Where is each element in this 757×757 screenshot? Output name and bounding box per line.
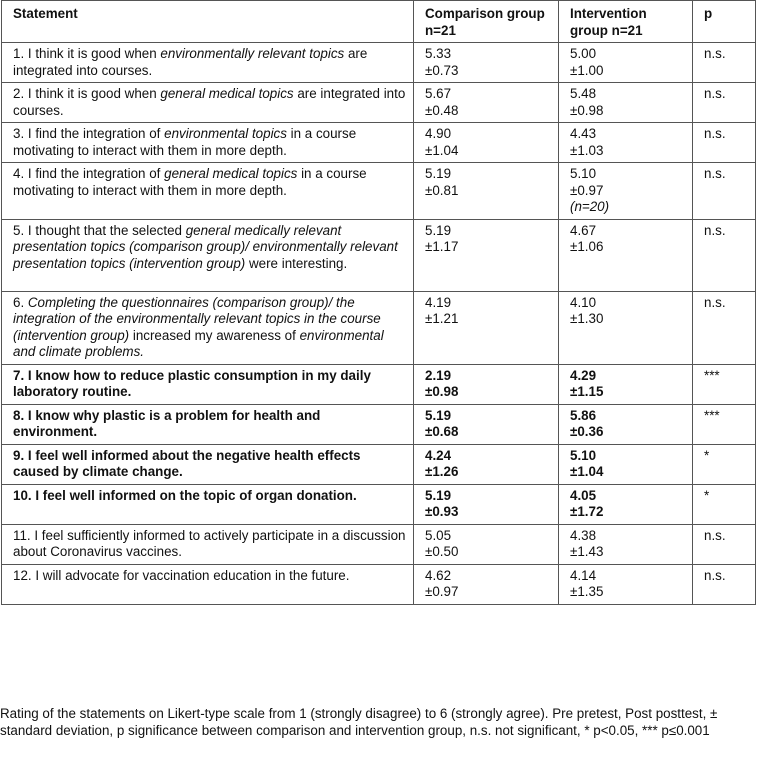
statement-text: were interesting. <box>245 255 348 271</box>
comparison-value <box>414 291 559 364</box>
statement-text: in a course motivating to interact with them in more depth. <box>13 126 357 158</box>
intervention-value-mean: 5.00 <box>570 46 597 61</box>
statement-text: 5. I thought that the selected <box>13 222 186 238</box>
comparison-value-mean: 4.90 <box>425 126 452 141</box>
statement-cell <box>2 219 414 291</box>
intervention-value <box>559 564 693 604</box>
header-comparison-group: Comparison group n=21 <box>414 1 559 43</box>
header-row <box>2 1 756 43</box>
comparison-value-sd: ±0.48 <box>425 102 459 118</box>
p-value: * <box>693 484 756 524</box>
statement-text: 7. I know how to reduce plastic consumption in my daily laboratory routine. <box>13 367 371 399</box>
intervention-value <box>559 123 693 163</box>
intervention-value-mean: 4.14 <box>570 567 597 583</box>
table-row <box>2 524 756 564</box>
intervention-value-mean: 5.10 <box>570 166 597 181</box>
header-intervention-group: Intervention group n=21 <box>559 1 693 43</box>
intervention-value-mean: 4.67 <box>570 222 597 238</box>
statement-text: 9. I feel well informed about the negative health effects caused by climate change. <box>13 447 361 479</box>
intervention-value <box>559 83 693 123</box>
comparison-value-sd: ±0.98 <box>425 384 459 399</box>
comparison-value <box>414 564 559 604</box>
comparison-value <box>414 524 559 564</box>
intervention-value-sd: ±1.03 <box>570 142 604 158</box>
comparison-value-sd: ±1.17 <box>425 239 459 254</box>
intervention-value-sd: ±0.97 <box>570 182 604 198</box>
comparison-value <box>414 364 559 404</box>
intervention-value <box>559 404 693 444</box>
intervention-value-sd: ±1.06 <box>570 239 604 254</box>
comparison-value <box>414 163 559 220</box>
statement-emphasis: general medical topics <box>164 166 298 181</box>
comparison-value <box>414 404 559 444</box>
statement-emphasis: environmentally relevant topics <box>160 46 345 61</box>
comparison-value <box>414 43 559 83</box>
intervention-value-sd: ±1.15 <box>570 384 604 399</box>
intervention-value <box>559 524 693 564</box>
comparison-value-sd: ±0.97 <box>425 584 459 599</box>
p-value: n.s. <box>693 123 756 163</box>
intervention-value <box>559 219 693 291</box>
statement-emphasis: general medical topics <box>160 86 294 101</box>
statement-emphasis: Completing the questionnaires (comparison group)/ the integration of the environmentally relevant topics in the course (intervention group) <box>13 294 381 343</box>
table-row <box>2 291 756 364</box>
comparison-value-sd: ±1.21 <box>425 311 459 326</box>
intervention-value <box>559 484 693 524</box>
header-p-value: p <box>693 1 756 43</box>
statement-cell <box>2 123 414 163</box>
comparison-value <box>414 123 559 163</box>
statement-text: are integrated into courses. <box>13 86 406 118</box>
statement-emphasis: environmental and climate problems. <box>13 327 384 359</box>
table-body <box>2 43 756 605</box>
results-table <box>1 0 756 605</box>
comparison-value-mean: 2.19 <box>425 367 452 383</box>
comparison-value-sd: ±0.81 <box>425 182 459 198</box>
comparison-value <box>414 444 559 484</box>
intervention-value <box>559 43 693 83</box>
intervention-value-mean: 4.05 <box>570 487 597 503</box>
intervention-value-sd: ±0.98 <box>570 102 604 118</box>
statement-cell <box>2 564 414 604</box>
comparison-value-mean: 5.19 <box>425 487 452 503</box>
intervention-value-mean: 5.10 <box>570 447 597 463</box>
intervention-value-sd: ±1.43 <box>570 544 604 559</box>
intervention-value-sd: ±1.00 <box>570 62 604 78</box>
table-row <box>2 123 756 163</box>
statement-cell <box>2 43 414 83</box>
intervention-value-sd: ±1.30 <box>570 311 604 326</box>
statement-text: 12. I will advocate for vaccination education in the future. <box>13 567 350 583</box>
p-value: n.s. <box>693 219 756 291</box>
statement-cell <box>2 163 414 220</box>
table-row <box>2 484 756 524</box>
statement-cell <box>2 364 414 404</box>
comparison-value-mean: 5.33 <box>425 46 452 61</box>
intervention-value <box>559 291 693 364</box>
statement-text: in a course motivating to interact with them in more depth. <box>13 166 367 198</box>
p-value: * <box>693 444 756 484</box>
comparison-value-mean: 4.24 <box>425 447 452 463</box>
comparison-value-sd: ±1.26 <box>425 464 459 479</box>
p-value: n.s. <box>693 163 756 220</box>
statement-cell <box>2 444 414 484</box>
comparison-value-mean: 5.67 <box>425 86 452 101</box>
comparison-value <box>414 83 559 123</box>
comparison-value <box>414 484 559 524</box>
statement-emphasis: environmental topics <box>164 126 287 141</box>
intervention-value-sd: ±0.36 <box>570 424 604 439</box>
intervention-value-mean: 4.10 <box>570 294 597 310</box>
comparison-value-mean: 5.19 <box>425 166 452 181</box>
statement-cell <box>2 404 414 444</box>
intervention-value-sd: ±1.72 <box>570 504 604 519</box>
table-row <box>2 444 756 484</box>
intervention-value-mean: 4.29 <box>570 367 597 383</box>
statement-text: 6. <box>13 294 28 310</box>
table-row <box>2 564 756 604</box>
intervention-value-sd: ±1.04 <box>570 464 604 479</box>
intervention-value-note: (n=20) <box>570 199 610 214</box>
p-value: *** <box>693 364 756 404</box>
statement-text: increased my awareness of <box>129 327 300 343</box>
comparison-value-sd: ±0.73 <box>425 62 459 78</box>
comparison-value <box>414 219 559 291</box>
comparison-value-mean: 4.19 <box>425 294 452 310</box>
comparison-value-mean: 5.05 <box>425 527 452 543</box>
intervention-value <box>559 163 693 220</box>
intervention-value <box>559 444 693 484</box>
intervention-value-mean: 5.86 <box>570 407 597 423</box>
statement-text: 2. I think it is good when <box>13 86 161 101</box>
statement-cell <box>2 524 414 564</box>
table-row <box>2 404 756 444</box>
statement-cell <box>2 291 414 364</box>
intervention-value <box>559 364 693 404</box>
table-row <box>2 219 756 291</box>
intervention-value-sd: ±1.35 <box>570 584 604 599</box>
table-row <box>2 83 756 123</box>
table-row <box>2 364 756 404</box>
statement-cell <box>2 484 414 524</box>
statement-cell <box>2 83 414 123</box>
statement-text: 8. I know why plastic is a problem for health and environment. <box>13 407 321 439</box>
comparison-value-mean: 5.19 <box>425 222 452 238</box>
p-value: n.s. <box>693 564 756 604</box>
table-row <box>2 163 756 220</box>
table-row <box>2 43 756 83</box>
statement-text: 4. I find the integration of <box>13 166 165 181</box>
table-footnote: Rating of the statements on Likert-type scale from 1 (strongly disagree) to 6 (strongly agree). Pre pretest, Post posttest, ± standard deviation, p significance between comparison and intervention group, n.s. not significant, * p<0.05, *** p≤0.001 <box>0 706 718 738</box>
p-value: n.s. <box>693 83 756 123</box>
intervention-value-mean: 4.38 <box>570 527 597 543</box>
p-value: n.s. <box>693 43 756 83</box>
p-value: *** <box>693 404 756 444</box>
intervention-value-mean: 5.48 <box>570 86 597 101</box>
comparison-value-sd: ±0.50 <box>425 544 459 559</box>
statement-text: 10. I feel well informed on the topic of organ donation. <box>13 487 357 503</box>
p-value: n.s. <box>693 524 756 564</box>
comparison-value-sd: ±0.93 <box>425 504 459 519</box>
p-value: n.s. <box>693 291 756 364</box>
statement-text: are integrated into courses. <box>13 46 368 78</box>
comparison-value-mean: 4.62 <box>425 567 452 583</box>
statement-emphasis: general medically relevant presentation topics (comparison group)/ environmentally relevant presentation topics (intervention group) <box>13 222 398 271</box>
statement-text: 11. I feel sufficiently informed to actively participate in a discussion about Coronavirus vaccines. <box>13 527 406 559</box>
header-statement: Statement <box>2 1 414 43</box>
comparison-value-sd: ±0.68 <box>425 424 459 439</box>
intervention-value-mean: 4.43 <box>570 126 597 141</box>
comparison-value-sd: ±1.04 <box>425 142 459 158</box>
comparison-value-mean: 5.19 <box>425 407 452 423</box>
statement-text: 3. I find the integration of <box>13 126 165 141</box>
statement-text: 1. I think it is good when <box>13 46 161 61</box>
